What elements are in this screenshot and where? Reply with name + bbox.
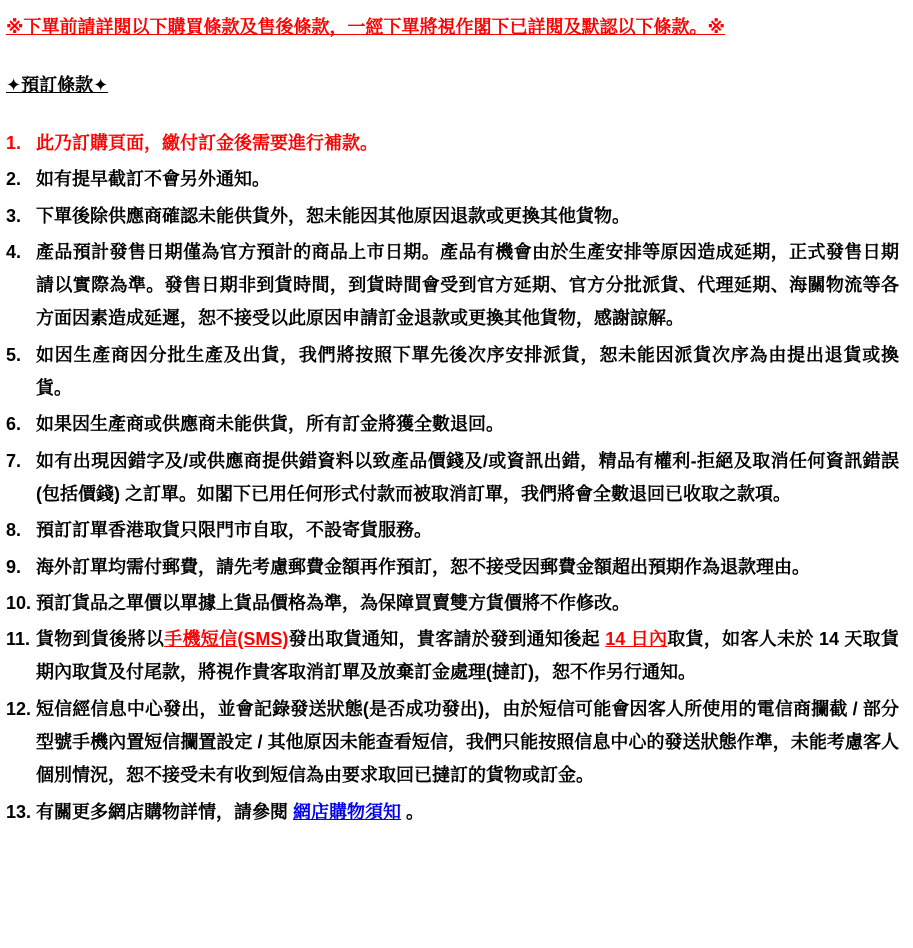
text-segment: 如有出現因錯字及/或供應商提供錯資料以致產品價錢及/或資訊出錯，精品有權利-拒絕及取消任何資訊錯誤(包括價錢) 之訂單。如閣下已用任何形式付款而被取消訂單，我們將會全數退回已收取之款項。 bbox=[36, 450, 899, 504]
term-text bbox=[36, 163, 899, 196]
term-number: 2. bbox=[6, 169, 22, 190]
term-number: 5. bbox=[6, 344, 22, 365]
term-item-3 bbox=[6, 200, 899, 233]
term-item-5 bbox=[6, 339, 899, 406]
store-shopping-guide-link[interactable]: 網店購物須知 bbox=[293, 801, 401, 822]
term-text bbox=[36, 693, 899, 793]
term-item-6 bbox=[6, 408, 899, 441]
term-item-10 bbox=[6, 587, 899, 620]
term-item-12 bbox=[6, 693, 899, 793]
text-segment: 預訂訂單香港取貨只限門市自取，不設寄貨服務。 bbox=[36, 520, 432, 541]
term-number: 4. bbox=[6, 241, 22, 262]
term-text bbox=[36, 408, 899, 441]
term-item-11 bbox=[6, 623, 899, 690]
term-number: 11. bbox=[6, 629, 31, 650]
term-number: 7. bbox=[6, 450, 22, 471]
term-text bbox=[36, 623, 899, 690]
text-segment: 預訂貨品之單價以單據上貨品價格為準，為保障買賣雙方貨價將不作修改。 bbox=[36, 592, 630, 613]
text-segment: 短信經信息中心發出，並會記錄發送狀態(是否成功發出)，由於短信可能會因客人所使用的電信商攔截 / 部分型號手機內置短信攔置設定 / 其他原因未能查看短信，我們只能按照信息中心的發送狀態作準，未能考慮客人個別情況，恕不接受未有收到短信為由要求取回已撻訂的貨物或訂金。 bbox=[36, 698, 899, 786]
section-title-preorder-terms: ✦預訂條款✦ bbox=[6, 75, 109, 95]
term-item-13 bbox=[6, 796, 899, 829]
text-segment: 有關更多網店購物詳情，請參閱 bbox=[36, 801, 293, 822]
term-item-2 bbox=[6, 163, 899, 196]
highlighted-red-text: 手機短信(SMS) bbox=[164, 629, 289, 650]
purchase-notice-banner: ※下單前請詳閱以下購買條款及售後條款，一經下單將視作閣下已詳閱及默認以下條款。※ bbox=[6, 17, 725, 37]
term-item-9 bbox=[6, 551, 899, 584]
term-number: 3. bbox=[6, 205, 22, 226]
term-number: 6. bbox=[6, 414, 22, 435]
text-segment: 如果因生產商或供應商未能供貨，所有訂金將獲全數退回。 bbox=[36, 414, 504, 435]
term-number: 12. bbox=[6, 698, 32, 719]
term-number: 8. bbox=[6, 520, 22, 541]
term-item-1 bbox=[6, 127, 899, 160]
term-text bbox=[36, 514, 899, 547]
terms-list bbox=[6, 127, 899, 829]
text-segment: 如因生產商因分批生產及出貨，我們將按照下單先後次序安排派貨，恕未能因派貨次序為由提出退貨或換貨。 bbox=[36, 344, 899, 399]
text-segment: 海外訂單均需付郵費，請先考慮郵費金額再作預訂，恕不接受因郵費金額超出預期作為退款理由。 bbox=[36, 556, 810, 577]
term-item-8 bbox=[6, 514, 899, 547]
text-segment: 取貨，如客人未於 14 天取貨期內取貨及付尾款，將視作貴客取消訂單及放棄訂金處理(撻訂)，恕不作另行通知。 bbox=[36, 629, 899, 683]
term-item-7 bbox=[6, 445, 899, 512]
term-text bbox=[36, 796, 899, 829]
term-text bbox=[36, 551, 899, 584]
text-segment: 發出取貨通知，貴客請於發到通知後起 bbox=[288, 629, 606, 650]
term-item-4 bbox=[6, 236, 899, 336]
text-segment: 。 bbox=[401, 801, 425, 822]
term-number: 9. bbox=[6, 556, 22, 577]
term-text bbox=[36, 339, 899, 406]
text-segment: 產品預計發售日期僅為官方預計的商品上市日期。產品有機會由於生產安排等原因造成延期，正式發售日期請以實際為準。發售日期非到貨時間，到貨時間會受到官方延期、官方分批派貨、代理延期、海關物流等各方面因素造成延遲，恕不接受以此原因申請訂金退款或更換其他貨物，感謝諒解。 bbox=[36, 241, 899, 329]
term-number: 1. bbox=[6, 133, 22, 153]
term-text bbox=[36, 445, 899, 512]
text-segment: 貨物到貨後將以 bbox=[36, 629, 165, 650]
term-text bbox=[36, 200, 899, 233]
term-text bbox=[36, 587, 899, 620]
term-text bbox=[36, 236, 899, 336]
term-text bbox=[36, 127, 899, 160]
text-segment: 下單後除供應商確認未能供貨外，恕未能因其他原因退款或更換其他貨物。 bbox=[36, 205, 630, 226]
text-segment: 如有提早截訂不會另外通知。 bbox=[36, 169, 270, 190]
term-number: 13. bbox=[6, 801, 32, 822]
term-number: 10. bbox=[6, 592, 32, 613]
highlighted-red-text: 14 日內 bbox=[605, 629, 668, 650]
red-text: 此乃訂購頁面，繳付訂金後需要進行補款。 bbox=[36, 133, 378, 153]
